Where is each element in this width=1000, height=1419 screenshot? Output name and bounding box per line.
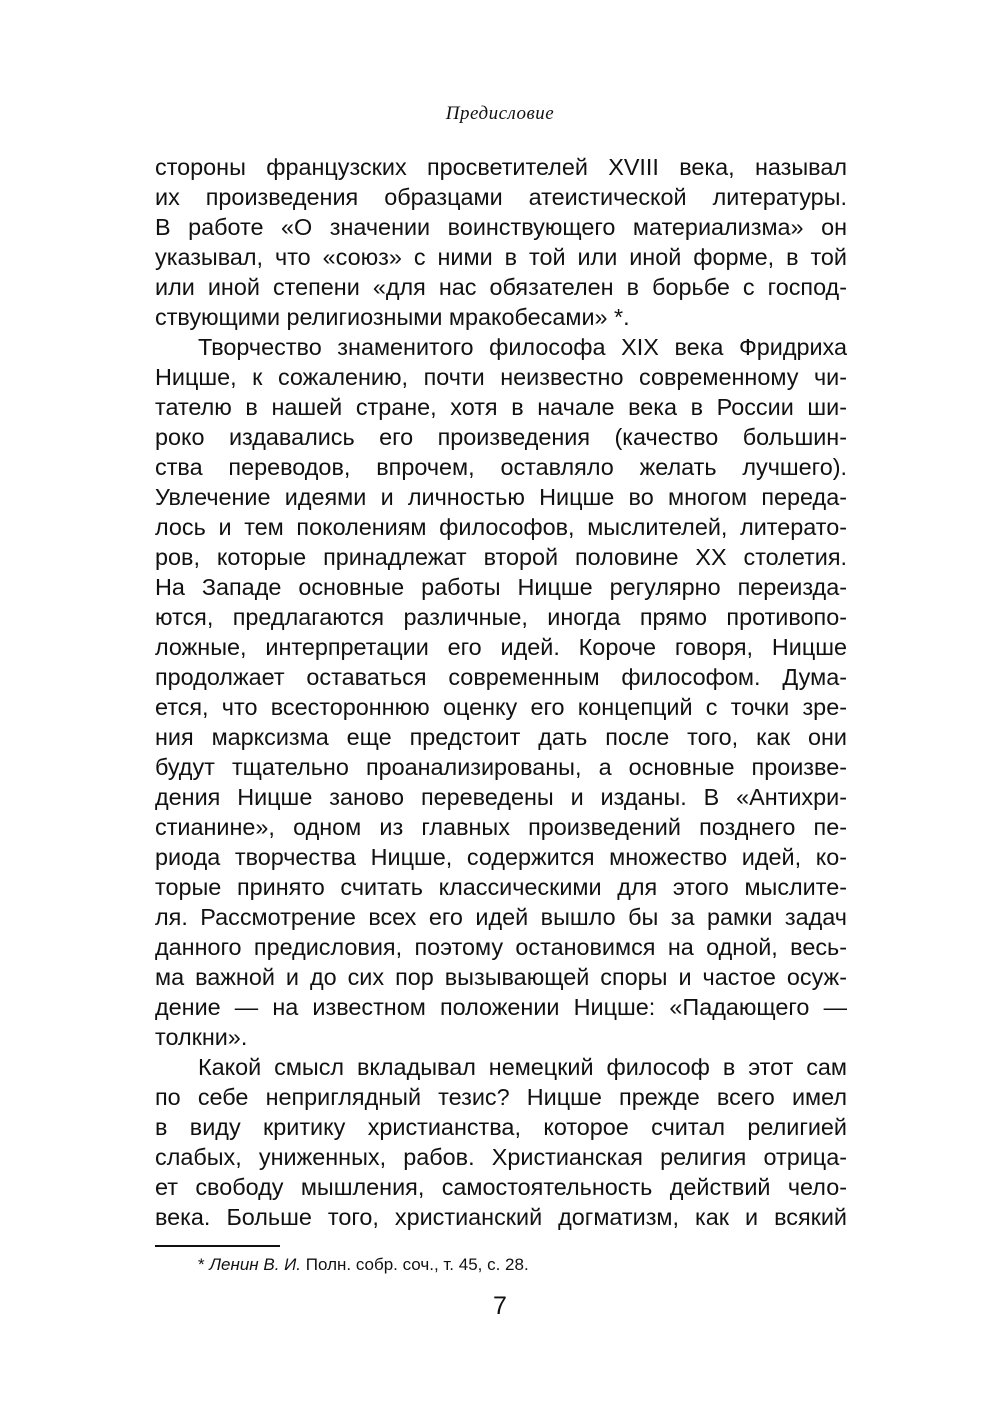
text-line: по себе неприглядный тезис? Ницше прежде всего имел xyxy=(155,1084,847,1110)
text-line: указывал, что «союз» с ними в той или иной форме, в той xyxy=(155,244,847,270)
text-line: Какой смысл вкладывал немецкий философ в этот сам xyxy=(198,1054,847,1080)
text-line: ров, которые принадлежат второй половине XX столетия. xyxy=(155,544,847,570)
text-line: Творчество знаменитого философа XIX века Фридриха xyxy=(198,334,847,360)
text-line: ются, предлагаются различные, иногда прямо противопо- xyxy=(155,604,847,630)
text-line: ля. Рассмотрение всех его идей вышло бы за рамки задач xyxy=(155,904,847,930)
text-line: В работе «О значении воинствующего материализма» он xyxy=(155,214,847,240)
text-line: века. Больше того, христианский догматизм, как и всякий xyxy=(155,1204,847,1230)
text-line: ствующими религиозными мракобесами» *. xyxy=(155,304,630,330)
footnote xyxy=(198,1253,529,1277)
running-head: Предисловие xyxy=(445,103,555,124)
text-line: будут тщательно проанализированы, а основные произве- xyxy=(155,754,847,780)
text-line: Увлечение идеями и личностью Ницше во многом переда- xyxy=(155,484,847,510)
text-line: или иной степени «для нас обязателен в борьбе с господ- xyxy=(155,274,847,300)
footnote-reference: Полн. собр. соч., т. 45, с. 28. xyxy=(305,1255,529,1274)
text-line: данного предисловия, поэтому остановимся на одной, весь- xyxy=(155,934,847,960)
text-line: дение — на известном положении Ницше: «Падающего — xyxy=(155,994,847,1020)
text-line: торые принято считать классическими для этого мыслите- xyxy=(155,874,847,900)
text-line: На Западе основные работы Ницше регулярно переизда- xyxy=(155,574,847,600)
text-line: стианине», одном из главных произведений позднего пе- xyxy=(155,814,847,840)
text-line: дения Ницше заново переведены и изданы. В «Антихри- xyxy=(155,784,847,810)
text-line: стороны французских просветителей XVIII века, называл xyxy=(155,154,847,180)
text-line: лось и тем поколениям философов, мыслителей, литерато- xyxy=(155,514,847,540)
text-line: ства переводов, впрочем, оставляло желать лучшего). xyxy=(155,454,847,480)
text-line: риода творчества Ницше, содержится множество идей, ко- xyxy=(155,844,847,870)
text-line: продолжает оставаться современным философом. Дума- xyxy=(155,664,847,690)
text-line: их произведения образцами атеистической литературы. xyxy=(155,184,847,210)
footnote-author: Ленин В. И. xyxy=(209,1255,302,1274)
text-line: тателю в нашей стране, хотя в начале века в России ши- xyxy=(155,394,847,420)
text-line: толкни». xyxy=(155,1024,248,1050)
text-line: ния марксизма еще предстоит дать после того, как они xyxy=(155,724,847,750)
text-line: слабых, униженных, рабов. Христианская религия отрица- xyxy=(155,1144,847,1170)
footnote-marker: * xyxy=(198,1255,205,1274)
page-number: 7 xyxy=(493,1292,507,1320)
text-line: в виду критику христианства, которое считал религией xyxy=(155,1114,847,1140)
footnote-divider xyxy=(155,1245,280,1247)
text-line: ложные, интерпретации его идей. Короче говоря, Ницше xyxy=(155,634,847,660)
text-line: ет свободу мышления, самостоятельность действий чело- xyxy=(155,1174,847,1200)
text-line: ется, что всестороннюю оценку его концепций с точки зре- xyxy=(155,694,847,720)
text-line: ма важной и до сих пор вызывающей споры и частое осуж- xyxy=(155,964,847,990)
text-line: Ницше, к сожалению, почти неизвестно современному чи- xyxy=(155,364,847,390)
text-line: роко издавались его произведения (качество большин- xyxy=(155,424,847,450)
